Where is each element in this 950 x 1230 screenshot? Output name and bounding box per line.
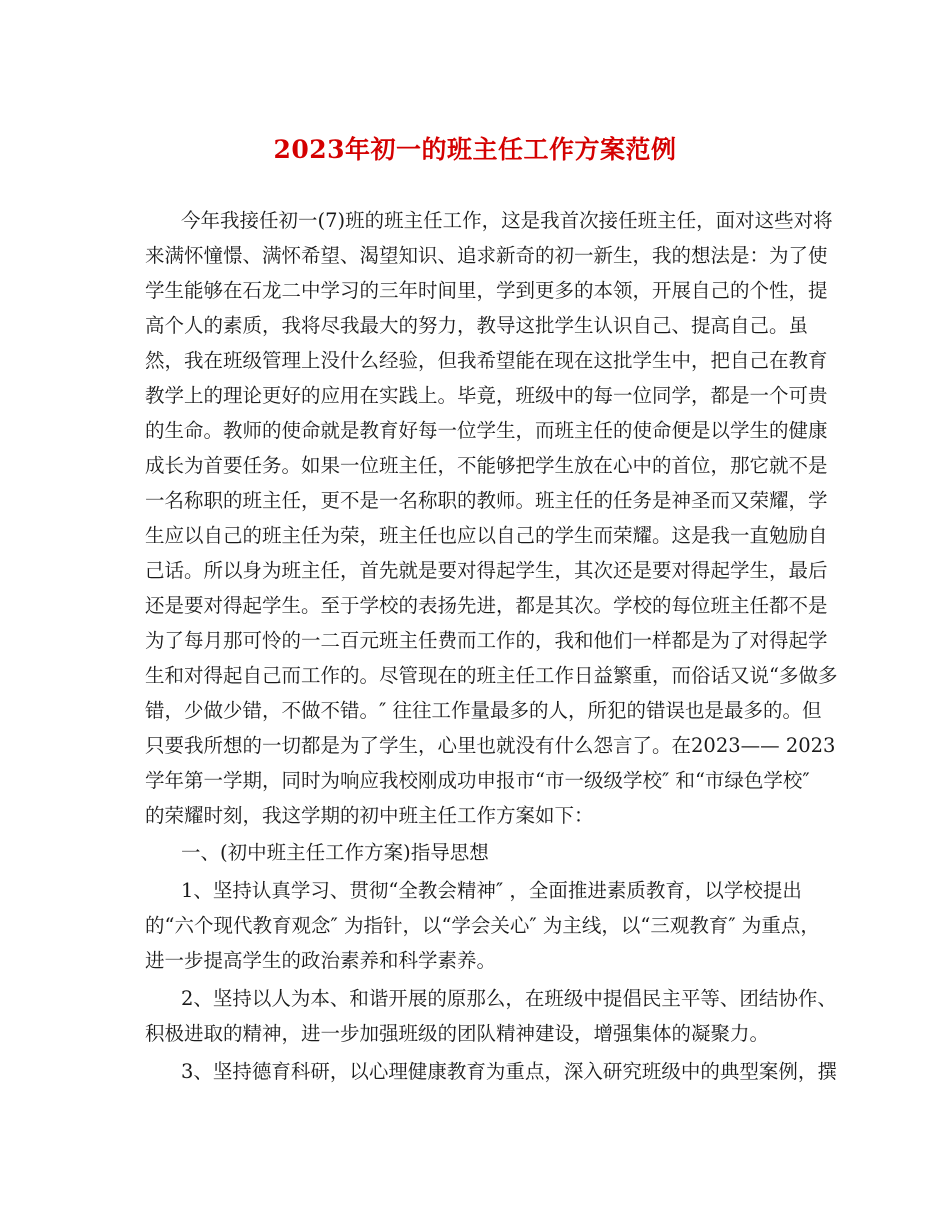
body-line-7: 的生命。教师的使命就是教育好每一位学生，而班主任的使命便是以学生的健康: [145, 419, 828, 442]
body-line-12: 还是要对得起学生。至于学校的表扬先进，都是其次。学校的每位班主任都不是: [145, 594, 828, 617]
body-line-8: 成长为首要任务。如果一位班主任，不能够把学生放在心中的首位，那它就不是: [145, 454, 828, 477]
item-1-line-2: 的“六个现代教育观念″ 为指针，以“学会关心″ 为主线，以“三观教育″ 为重点，: [145, 914, 820, 937]
body-line-17: 学年第一学期，同时为响应我校刚成功申报市“市一级级学校″ 和“市绿色学校″: [145, 769, 810, 792]
body-line-18: 的荣耀时刻，我这学期的初中班主任工作方案如下：: [145, 804, 594, 827]
document-title: 2023年初一的班主任工作方案范例: [273, 135, 677, 164]
item-1-line-1: 1、坚持认真学习、贯彻“全教会精神″ ，全面推进素质教育，以学校提出: [181, 879, 802, 902]
body-line-15: 错，少做少错，不做不错。″ 往往工作量最多的人，所犯的错误也是最多的。但: [145, 699, 822, 722]
body-line-14: 生和对得起自己而工作的。尽管现在的班主任工作日益繁重，而俗话又说“多做多: [145, 664, 838, 687]
body-line-11: 己话。所以身为班主任，首先就是要对得起学生，其次还是要对得起学生，最后: [145, 559, 828, 582]
body-line-3: 学生能够在石龙二中学习的三年时间里，学到更多的本领，开展自己的个性，提: [145, 279, 828, 302]
body-line-16: 只要我所想的一切都是为了学生，心里也就没有什么怨言了。在2023—— 2023: [145, 734, 836, 757]
section-heading: 一、(初中班主任工作方案)指导思想: [181, 841, 489, 864]
body-line-10: 生应以自己的班主任为荣，班主任也应以自己的学生而荣耀。这是我一直勉励自: [145, 524, 828, 547]
body-line-2: 来满怀憧憬、满怀希望、渴望知识、追求新奇的初一新生，我的想法是：为了使: [145, 244, 828, 267]
body-line-1: 今年我接任初一(7)班的班主任工作，这是我首次接任班主任，面对这些对将: [181, 209, 833, 232]
body-line-5: 然，我在班级管理上没什么经验，但我希望能在现在这批学生中，把自己在教育: [145, 349, 828, 372]
item-2-line-1: 2、坚持以人为本、和谐开展的原那么，在班级中提倡民主平等、团结协作、: [181, 987, 837, 1010]
item-1-line-3: 进一步提高学生的政治素养和科学素养。: [145, 949, 497, 972]
body-line-6: 教学上的理论更好的应用在实践上。毕竟，班级中的每一位同学，都是一个可贵: [145, 384, 828, 407]
item-3-line-1: 3、坚持德育科研，以心理健康教育为重点，深入研究班级中的典型案例，撰: [181, 1060, 837, 1083]
body-line-13: 为了每月那可怜的一二百元班主任费而工作的，我和他们一样都是为了对得起学: [145, 629, 828, 652]
item-2-line-2: 积极进取的精神，进一步加强班级的团队精神建设，增强集体的凝聚力。: [145, 1022, 770, 1045]
body-line-4: 高个人的素质，我将尽我最大的努力，教导这批学生认识自己、提高自己。虽: [145, 314, 809, 337]
body-line-9: 一名称职的班主任，更不是一名称职的教师。班主任的任务是神圣而又荣耀，学: [145, 489, 828, 512]
